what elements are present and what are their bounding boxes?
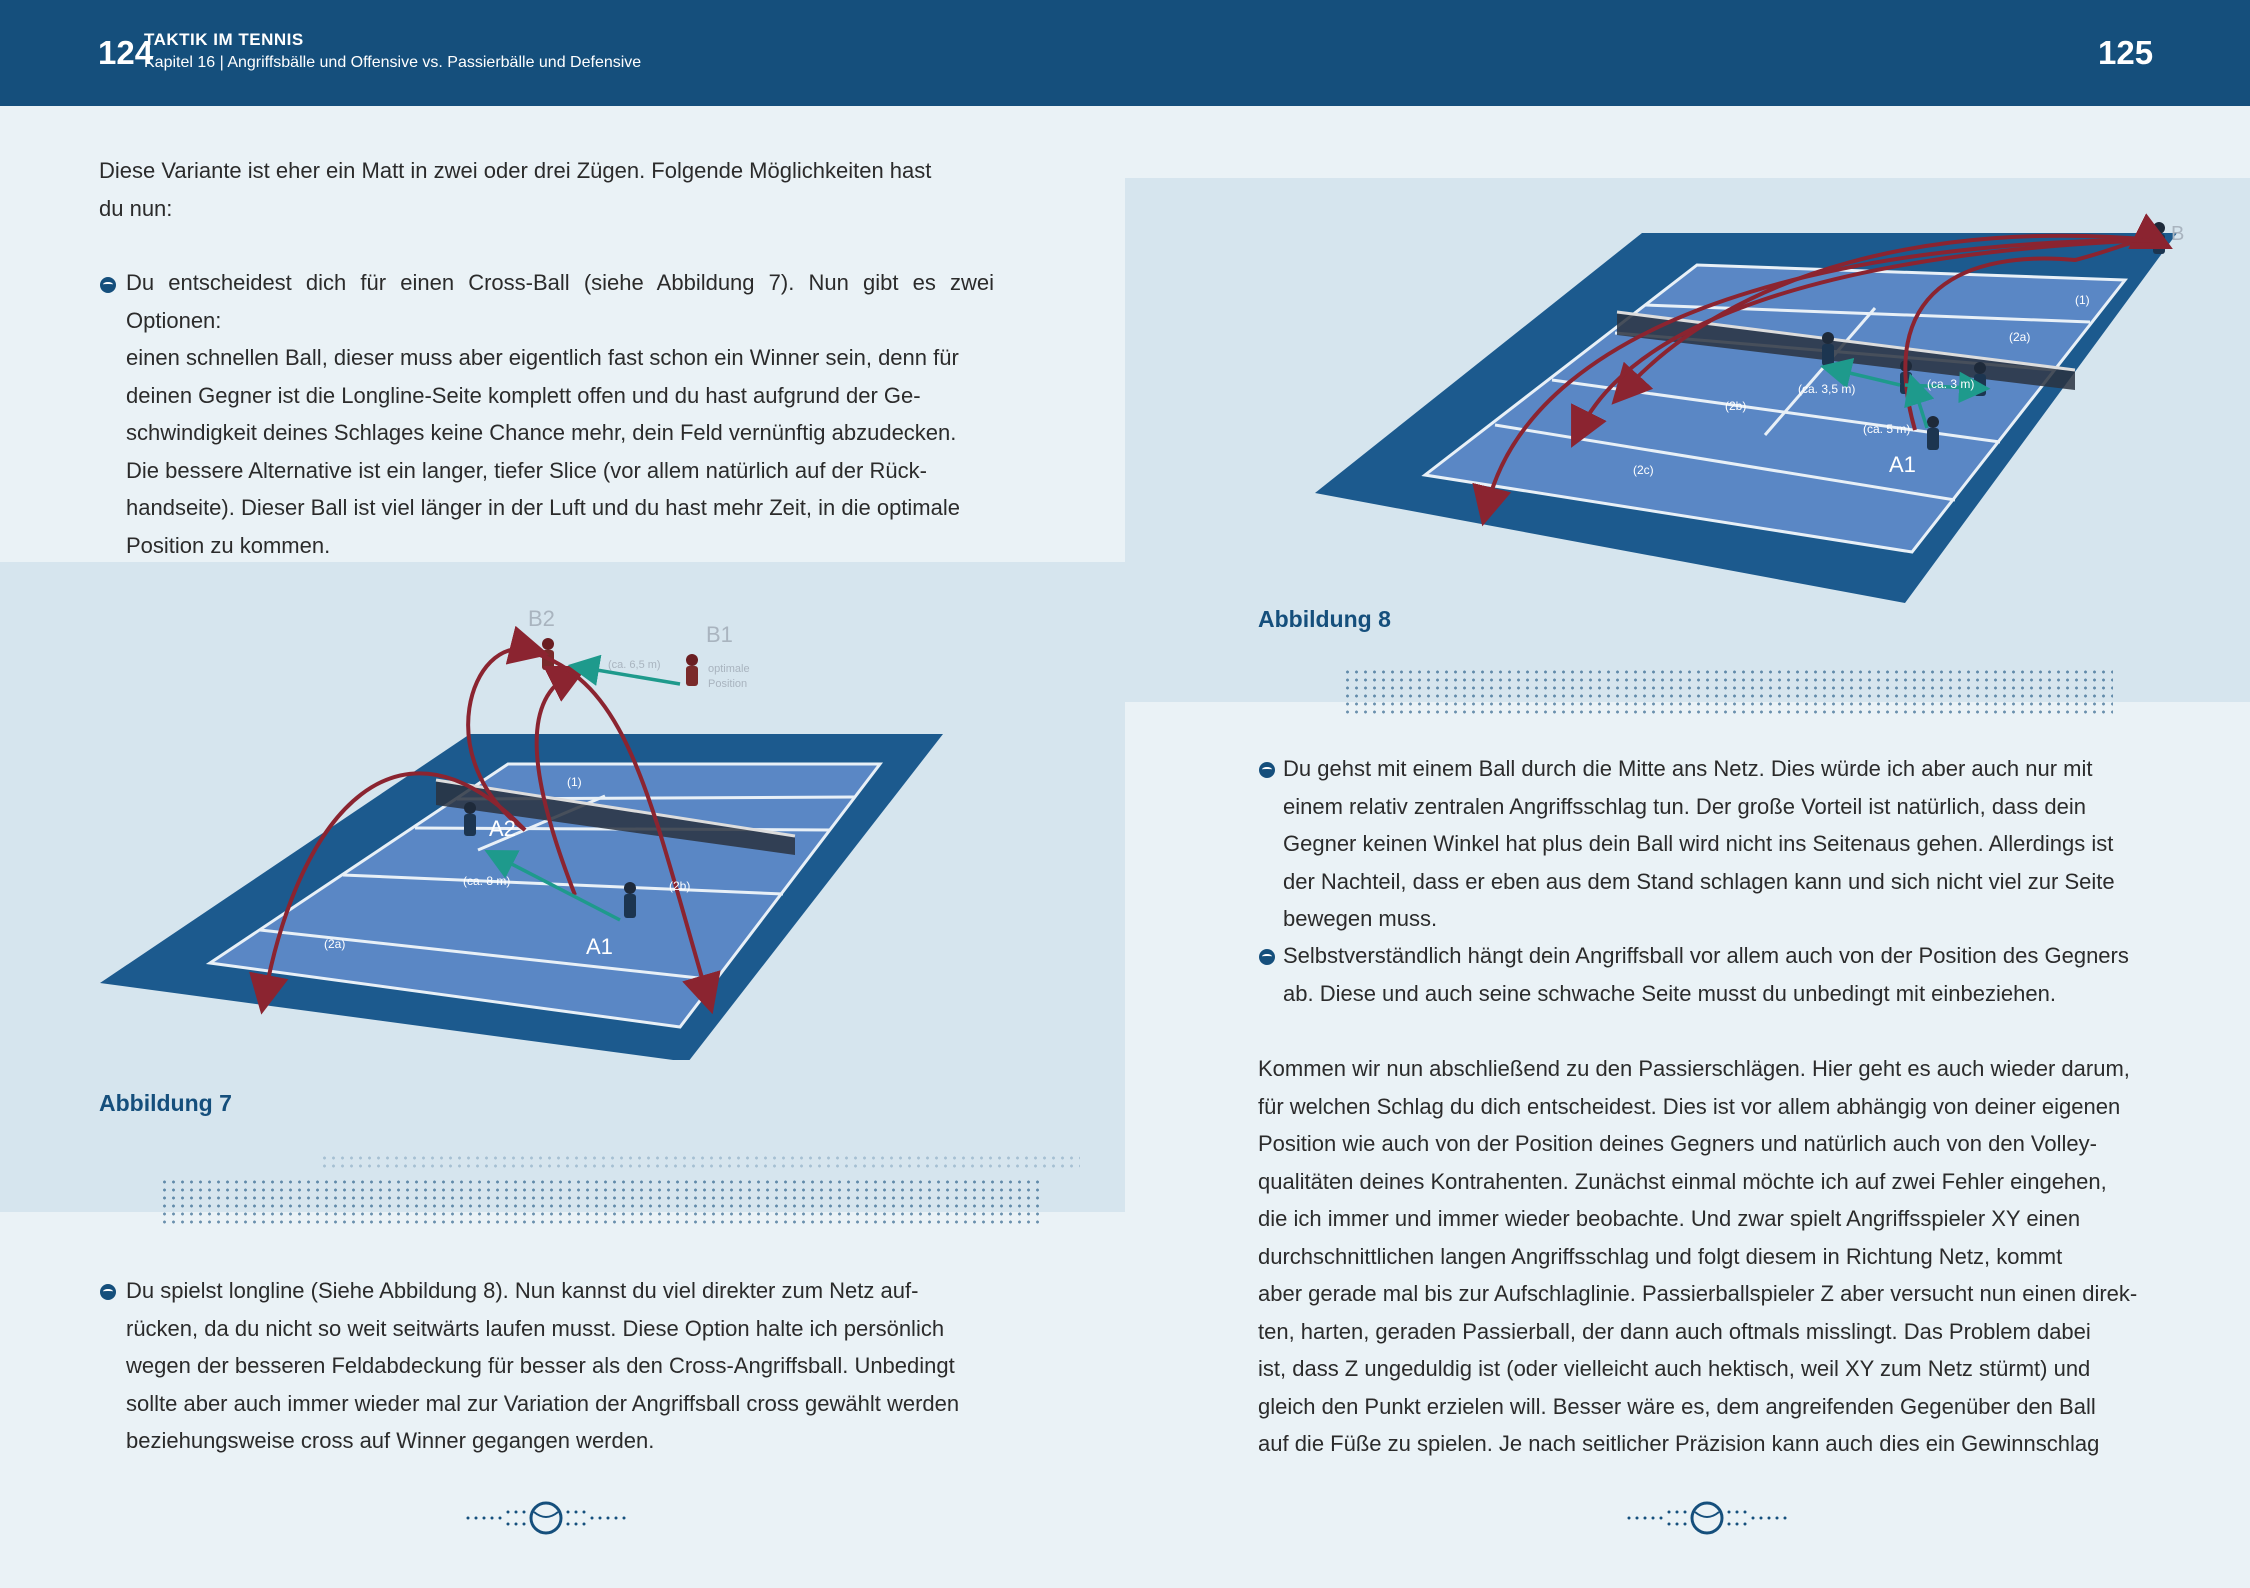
player-left <box>1822 332 1834 366</box>
text-line: die ich immer und immer wieder beobachte. Und zwar spielt Angriffsspieler XY einen <box>1258 1206 2081 1231</box>
text-line: sollte aber auch immer wieder mal zur Variation der Angriffsball cross gewählt werden <box>126 1390 960 1416</box>
label-b: B <box>2171 223 2185 245</box>
intro-paragraph <box>99 152 994 227</box>
label-distance-3-5: (ca. 3,5 m) <box>1798 382 1856 396</box>
text-line: auf die Füße zu spielen. Je nach seitlicher Präzision kann auch dies ein Gewinnschlag <box>1258 1431 2100 1456</box>
left-header <box>0 0 1125 106</box>
text-line: bewegen muss. <box>1283 906 1438 931</box>
player-b2 <box>542 638 554 670</box>
player-right <box>1974 362 1986 396</box>
tennis-ball-bullet-icon <box>100 1284 116 1300</box>
text-line: Du entscheidest dich für einen Cross-Ball (siehe Abbildung 7). Nun gibt es zwei Optionen: <box>126 270 994 333</box>
text-line: du nun: <box>99 195 173 221</box>
label-optimal: optimale <box>708 663 750 675</box>
label-path-2a: (2a) <box>2009 330 2031 344</box>
label-a1: A1 <box>1889 452 1916 477</box>
text-line: handseite). Dieser Ball ist viel länger in der Luft und du hast mehr Zeit, in die optimale <box>126 495 960 520</box>
text-line: Die bessere Alternative ist ein langer, tiefer Slice (vor allem natürlich auf der Rück- <box>126 457 927 483</box>
text-line: wegen der besseren Feldabdeckung für besser als den Cross-Angriffsball. Unbedingt <box>126 1353 955 1378</box>
label-path-2a: (2a) <box>324 937 346 951</box>
dot-pattern <box>1340 84 2240 104</box>
label-path-2b: (2b) <box>669 879 691 893</box>
text-line: einem relativ zentralen Angriffsschlag tun. Der große Vorteil ist natürlich, dass dein <box>1283 793 2086 819</box>
figure-8-caption: Abbildung 8 <box>1258 606 1391 632</box>
bullet-middle-net <box>1283 750 2153 938</box>
player-b1 <box>686 654 698 686</box>
tennis-ball-bullet-icon <box>1259 949 1275 965</box>
running-title: TAKTIK IM TENNIS <box>144 30 304 49</box>
text-line: Diese Variante ist eher ein Matt in zwei oder drei Zügen. Folgende Möglichkeiten hast <box>99 158 932 183</box>
text-line: Gegner keinen Winkel hat plus dein Ball wird nicht ins Seitenaus gehen. Allerdings ist <box>1283 831 2114 856</box>
text-line: einen schnellen Ball, dieser muss aber eigentlich fast schon ein Winner sein, denn für <box>126 345 959 370</box>
text-line: der Nachteil, dass er eben aus dem Stand schlagen kann und sich nicht viel zur Seite <box>1283 868 2115 894</box>
text-line: Position wie auch von der Position deines Gegners und natürlich auch von den Volley- <box>1258 1131 2097 1156</box>
figure-7-caption: Abbildung 7 <box>99 1090 232 1116</box>
text-line: schwindigkeit deines Schlages keine Chance mehr, dein Feld vernünftig abzudecken. <box>126 420 957 445</box>
label-path-1: (1) <box>2075 293 2090 307</box>
text-line: Selbstverständlich hängt dein Angriffsball vor allem auch von der Position des Gegners <box>1283 943 2129 968</box>
tennis-ball-bullet-icon <box>100 277 116 293</box>
text-line: Position zu kommen. <box>126 532 331 558</box>
text-line: aber gerade mal bis zur Aufschlaglinie. Passierballspieler Z aber versucht nun einen direk- <box>1258 1281 2138 1306</box>
text-line: rücken, da du nicht so weit seitwärts laufen musst. Diese Option halte ich persönlich <box>126 1315 945 1341</box>
figure-7-court-diagram <box>100 600 960 1060</box>
footer-tennis-ball-icon <box>458 1500 634 1536</box>
text-line: beziehungsweise cross auf Winner gegangen werden. <box>126 1428 655 1453</box>
bullet-longline <box>126 1272 994 1460</box>
left-page-number: 124 <box>98 34 154 71</box>
bullet-cross-ball <box>126 264 994 564</box>
label-distance-5: (ca. 5 m) <box>1863 422 1911 436</box>
figure-8-court-diagram <box>1315 210 2195 620</box>
label-b1: B1 <box>706 622 733 647</box>
text-line: ten, harten, geraden Passierball, der dann auch oftmals misslingt. Das Problem dabei <box>1258 1318 2091 1344</box>
text-line: durchschnittlichen langen Angriffsschlag und folgt diesem in Richtung Netz, kommt <box>1258 1243 2063 1269</box>
label-a1: A1 <box>586 934 613 959</box>
player-a1 <box>1927 416 1939 450</box>
player-a2 <box>464 802 476 836</box>
text-line: gleich den Punkt erzielen will. Besser wäre es, dem angreifenden Gegenüber den Ball <box>1258 1393 2096 1419</box>
right-page <box>1125 0 2250 1588</box>
text-line: deinen Gegner ist die Longline-Seite komplett offen und du hast aufgrund der Ge- <box>126 382 921 408</box>
label-distance-b: (ca. 6,5 m) <box>608 659 661 671</box>
chapter-subtitle: Kapitel 16 | Angriffsbälle und Offensive vs. Passierbälle und Defensive <box>144 54 642 71</box>
right-page-number: 125 <box>2098 34 2154 71</box>
dot-pattern <box>320 1154 1080 1170</box>
label-distance-a: (ca. 8 m) <box>463 874 511 888</box>
player-a1 <box>624 882 636 918</box>
dot-pattern <box>1343 668 2113 714</box>
tennis-ball-bullet-icon <box>1259 762 1275 778</box>
label-path-2c: (2c) <box>1633 463 1654 477</box>
label-distance-3: (ca. 3 m) <box>1927 377 1975 391</box>
text-line: ist, dass Z ungeduldig ist (oder vielleicht auch hektisch, weil XY zum Netz stürmt) und <box>1258 1356 2091 1381</box>
text-line: Du gehst mit einem Ball durch die Mitte ans Netz. Dies würde ich aber auch nur mit <box>1283 756 2093 781</box>
label-path-1: (1) <box>567 775 582 789</box>
text-line: Du spielst longline (Siehe Abbildung 8). Nun kannst du viel direkter zum Netz auf- <box>126 1278 919 1303</box>
text-line: qualitäten deines Kontrahenten. Zunächst einmal möchte ich auf zwei Fehler eingehen, <box>1258 1168 2107 1194</box>
text-line: für welchen Schlag du dich entscheidest. Dies ist vor allem abhängig von deiner eigenen <box>1258 1093 2121 1119</box>
dot-pattern <box>160 1178 1040 1226</box>
label-path-2b: (2b) <box>1725 399 1747 413</box>
label-position: Position <box>708 678 748 690</box>
label-a2: A2 <box>489 816 516 841</box>
text-line: ab. Diese und auch seine schwache Seite musst du unbedingt mit einbeziehen. <box>1283 980 2056 1006</box>
text-line: Kommen wir nun abschließend zu den Passierschlägen. Hier geht es auch wieder darum, <box>1258 1056 2130 1081</box>
label-b2: B2 <box>528 606 555 631</box>
bullet-opponent-position <box>1283 937 2153 1012</box>
footer-tennis-ball-icon <box>1619 1500 1795 1536</box>
passing-shots-paragraph <box>1258 1050 2153 1463</box>
